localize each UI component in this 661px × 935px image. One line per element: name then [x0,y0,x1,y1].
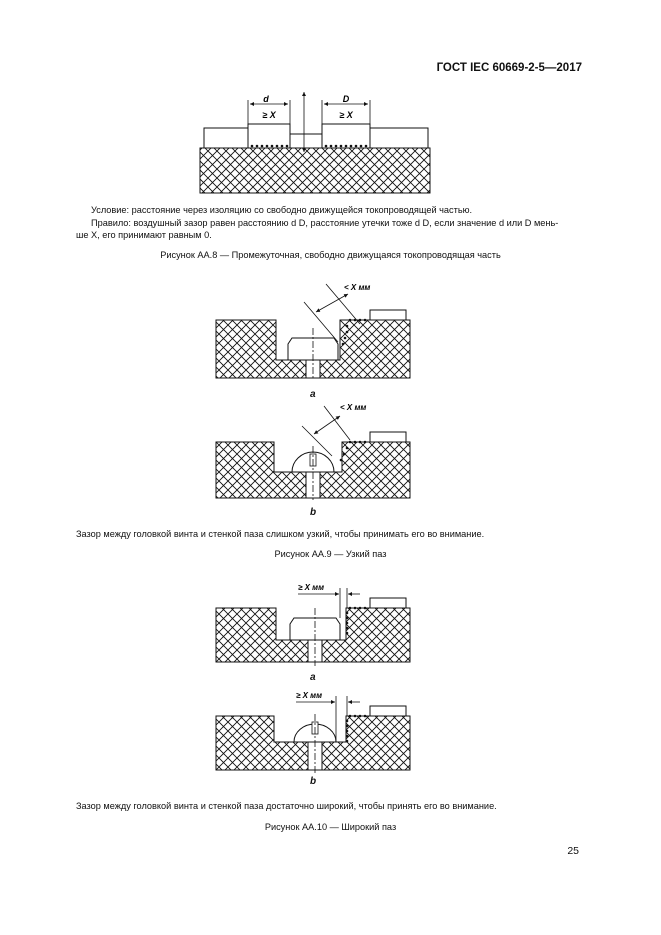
label-ge-x-left: ≥ X [262,110,276,120]
terminal-plate [370,706,406,716]
dim-line [316,294,348,312]
fig10-note: Зазор между головкой винта и стенкой паза достаточно широкий, чтобы принять его во внимание. [76,801,497,811]
fig9-sublabel-a: а [310,389,316,400]
fig10-caption: Рисунок АА.10 — Широкий паз [264,822,397,832]
right-conductor [322,124,370,148]
right-terminal [370,128,428,148]
dim-label: < X мм [344,283,371,292]
label-ge-x-right: ≥ X [339,110,353,120]
fig8-caption: Рисунок АА.8 — Промежуточная, свободно движущаяся токопроводящая часть [160,250,501,260]
figure-aa10b-diagram [210,686,420,776]
fig9-sublabel-b: b [310,507,317,518]
left-conductor [248,124,290,148]
insulation-base [200,148,430,193]
fig8-condition: Условие: расстояние через изоляцию со свободно движущейся токопроводящей частью. [91,205,473,215]
figure-aa10a-diagram [210,578,420,673]
fig8-rule-line1: Правило: воздушный зазор равен расстоянию d D, расстояние утечки тоже d D, если значение d или D мень- [91,218,559,228]
label-d: d [263,94,269,104]
terminal-plate [370,310,406,320]
moving-part [290,134,322,148]
dim-label: ≥ X мм [296,691,323,700]
fig8-rule-line2: ше X, его принимают равным 0. [76,230,212,240]
terminal-plate [370,432,406,442]
dim-label: < X мм [340,403,367,412]
fig9-caption: Рисунок АА.9 — Узкий паз [274,549,387,559]
dim-line [314,416,340,434]
label-D: D [342,94,350,104]
fig9-note: Зазор между головкой винта и стенкой паза слишком узкий, чтобы принимать его во внимание. [76,529,485,539]
figure-aa9b-diagram [210,400,420,505]
figure-aa8-diagram [190,88,440,198]
terminal-plate [370,598,406,608]
left-terminal [204,128,248,148]
page-number: 25 [567,845,579,857]
creepage-dots-right [325,145,368,148]
document-header: ГОСТ IEC 60669-2-5—2017 [436,62,582,74]
fig10-sublabel-b: b [310,776,317,787]
figure-aa9a-diagram [210,280,420,385]
dim-label: ≥ X мм [298,583,325,592]
fig10-sublabel-a: а [310,672,316,683]
